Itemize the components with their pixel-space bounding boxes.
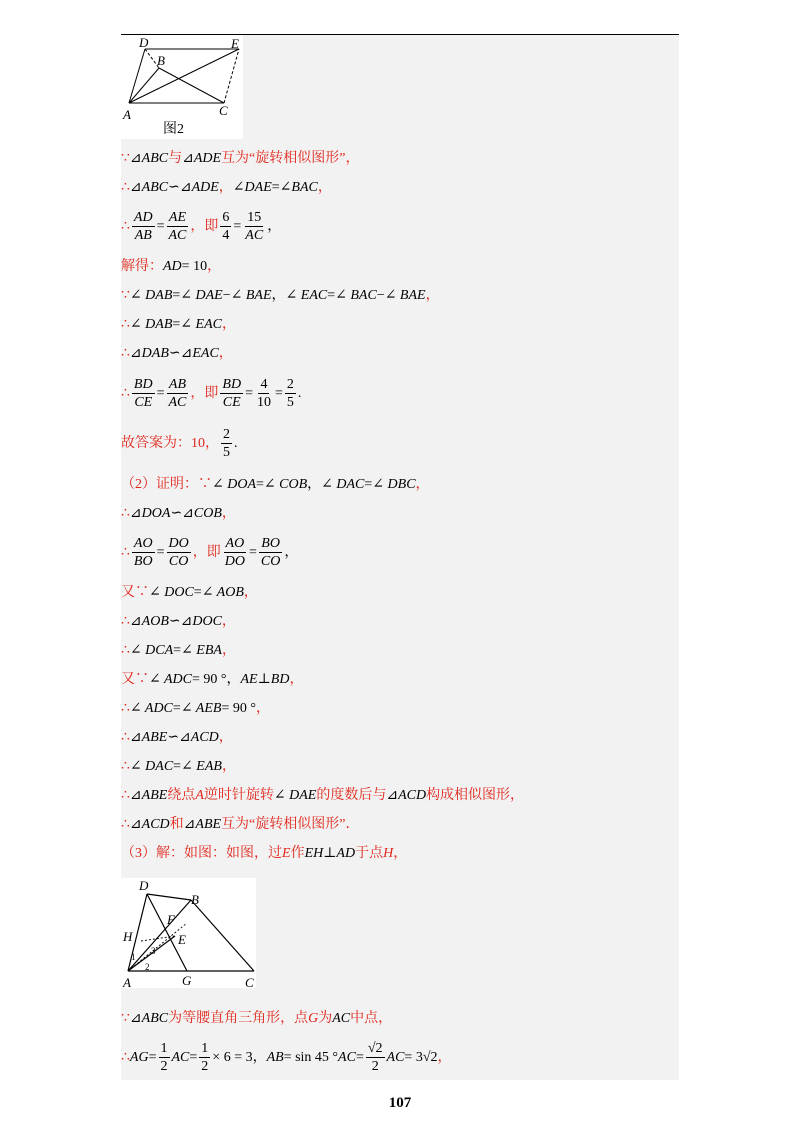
figure-3-diagram bbox=[121, 878, 256, 988]
step-11: ∴ ⊿ DOA ∽ ⊿ COB ， bbox=[121, 506, 236, 521]
label-E: E bbox=[178, 932, 186, 947]
label-D: D bbox=[139, 878, 149, 893]
step-13: 又∵ ∠ DOC = ∠ AOB ， bbox=[121, 585, 258, 600]
fraction: $\frac{1}{2}$ bbox=[160, 1041, 168, 1074]
fraction: $\frac{BD}{CE}$ bbox=[222, 377, 242, 410]
step-23: ∵ ⊿ ABC 为等腰直角三角形，点 G 为 AC 中点， bbox=[121, 1011, 393, 1026]
label-A: A bbox=[123, 107, 131, 122]
fraction: $\frac{4}{10}$ bbox=[256, 377, 271, 410]
step-7: ∴ ⊿ DAB ∽ ⊿ EAC ， bbox=[121, 346, 233, 361]
step-17: ∴ ∠ ADC = ∠ AEB = 90 ° ， bbox=[121, 701, 270, 716]
step-21: ∴ ⊿ ACD 和 ⊿ ABE 互为“旋转相似图形”． bbox=[121, 817, 360, 832]
step-18: ∴ ⊿ ABE ∽ ⊿ ACD ， bbox=[121, 730, 233, 745]
figure-caption: 图2 bbox=[163, 122, 184, 137]
fraction: $\frac{DO}{CO}$ bbox=[168, 536, 189, 569]
step-8: ∴ $\frac{BD}{CE}$ = $\frac{AB}{AC}$ ，即 $\frac{BD}{CE}$ = $\frac{4}{10}$ = $\frac{2}{5}$ . bbox=[121, 377, 302, 410]
part-2-start: （2）证明：∵ ∠ DOA = ∠ COB ， ∠ DAC = ∠ DBC ， bbox=[121, 477, 430, 492]
fraction: $\frac{AB}{AC}$ bbox=[168, 377, 187, 410]
figure-3-triangle bbox=[121, 878, 256, 988]
fraction: $\frac{2}{5}$ bbox=[286, 377, 294, 410]
label-C: C bbox=[219, 103, 228, 118]
part-3-start: （3）解：如图：如图，过 E 作 EH ⊥ AD 于点 H ， bbox=[121, 846, 408, 861]
angle-3: 3 bbox=[151, 946, 156, 956]
label-H: H bbox=[123, 929, 133, 944]
step-20: ∴ ⊿ ABE 绕点 A 逆时针旋转 ∠ DAE 的度数后与 ⊿ ACD 构成相似图形， bbox=[121, 788, 525, 803]
step-1: ∵ ⊿ ABC 与 ⊿ ADE 互为“旋转相似图形”， bbox=[121, 151, 360, 166]
step-19: ∴ ∠ DAC = ∠ EAB ， bbox=[121, 759, 236, 774]
fraction: $\frac{√2}{2}$ bbox=[367, 1041, 383, 1074]
figure-2-diagram bbox=[121, 35, 243, 139]
fraction: $\frac{AD}{AB}$ bbox=[133, 210, 153, 243]
fraction: $\frac{BD}{CE}$ bbox=[133, 377, 153, 410]
step-4: 解得： AD = 10 ， bbox=[121, 259, 222, 274]
step-12: ∴ $\frac{AO}{BO}$ = $\frac{DO}{CO}$ ，即 $\frac{AO}{DO}$ = $\frac{BO}{CO}$ ， bbox=[121, 536, 299, 569]
fraction: $\frac{2}{5}$ bbox=[223, 427, 230, 460]
label-A: A bbox=[123, 975, 131, 988]
step-15: ∴ ∠ DCA = ∠ EBA ， bbox=[121, 643, 236, 658]
label-B: B bbox=[157, 53, 165, 68]
step-6: ∴ ∠ DAB = ∠ EAC ， bbox=[121, 317, 236, 332]
step-24: ∴ AG = $\frac{1}{2}$ AC = $\frac{1}{2}$ × 6 = 3， AB = sin 45 ° AC = $\frac{√2}{2}$ AC = 3√2 ， bbox=[121, 1041, 452, 1074]
page-number: 107 bbox=[388, 1095, 412, 1111]
step-5: ∵ ∠ DAB = ∠ DAE − ∠ BAE ， ∠ EAC = ∠ BAC − ∠ BAE ， bbox=[121, 288, 440, 303]
step-14: ∴ ⊿ AOB ∽ ⊿ DOC ， bbox=[121, 614, 236, 629]
fraction: $\frac{15}{AC}$ bbox=[245, 210, 264, 243]
figure-2-parallelogram bbox=[121, 35, 243, 139]
fraction: $\frac{BO}{CO}$ bbox=[260, 536, 281, 569]
label-B: B bbox=[191, 892, 199, 907]
label-E: E bbox=[231, 36, 239, 51]
fraction: $\frac{AE}{AC}$ bbox=[168, 210, 187, 243]
step-16: 又∵ ∠ ADC = 90 ° ， AE ⊥ BD ， bbox=[121, 672, 304, 687]
fraction: $\frac{AO}{DO}$ bbox=[224, 536, 245, 569]
step-3: ∴ $\frac{AD}{AB}$ = $\frac{AE}{AC}$ ，即 $\frac{6}{4}$ = $\frac{15}{AC}$ ， bbox=[121, 210, 282, 243]
label-G: G bbox=[182, 973, 192, 988]
label-C: C bbox=[245, 975, 254, 988]
label-D: D bbox=[139, 35, 149, 50]
fraction: $\frac{AO}{BO}$ bbox=[133, 536, 153, 569]
label-F: F bbox=[167, 912, 175, 927]
fraction: $\frac{1}{2}$ bbox=[201, 1041, 209, 1074]
step-2: ∴ ⊿ ABC ∽ ⊿ ADE ， ∠ DAE = ∠ BAC ， bbox=[121, 180, 332, 195]
angle-1: 1 bbox=[131, 952, 136, 962]
answer-line: 故答案为：10， $\frac{2}{5}$ . bbox=[121, 427, 238, 460]
fraction: $\frac{6}{4}$ bbox=[222, 210, 230, 243]
angle-2: 2 bbox=[145, 962, 150, 972]
